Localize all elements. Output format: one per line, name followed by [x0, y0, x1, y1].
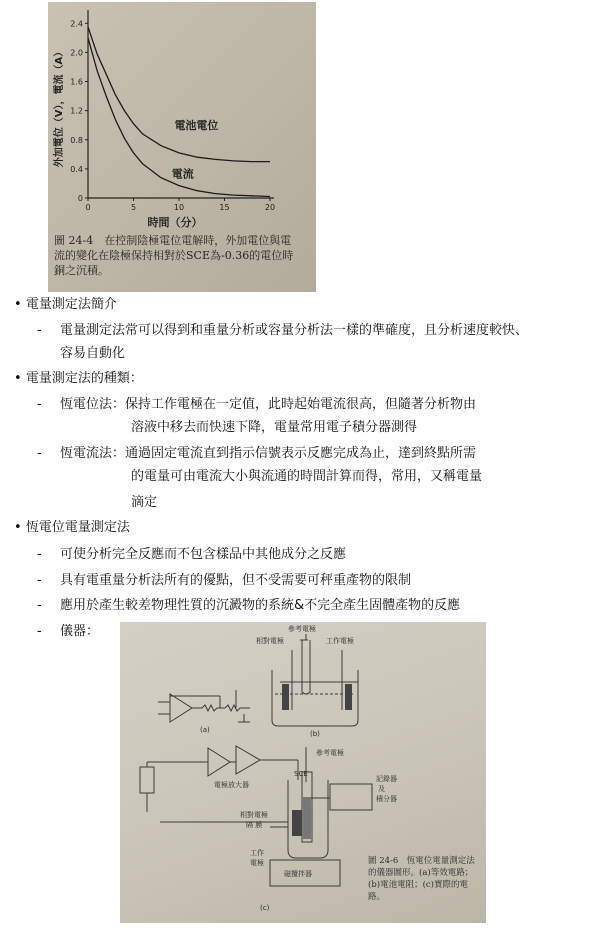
potentiostatic-line2: 溶液中移去而快速下降，電量常用電子積分器測得	[131, 420, 418, 435]
figure-potential-current-photo	[48, 2, 316, 292]
label-panel-b: (b)	[310, 730, 320, 738]
curve-label-current: 電流	[171, 167, 194, 181]
intro-item-line1: 電量測定法常可以得到和重量分析或容量分析法一樣的準確度，且分析速度較快、	[60, 323, 529, 338]
galvanostatic-line1: 恆電流法：通過固定電流直到指示信號表示反應完成為止，達到終點所需	[60, 446, 477, 461]
label-and: 及	[378, 785, 385, 793]
galvanostatic-line2: 的電量可由電流大小與流通的時間計算而得，常用，又稱電量	[131, 469, 483, 484]
figure1-caption-line1: 圖 24-4 在控制陰極電位電解時，外加電位與電	[54, 234, 292, 247]
y-tick-label: 1.6	[70, 77, 83, 87]
label-recorder: 記錄器	[376, 775, 397, 783]
y-tick-label: 2.0	[70, 48, 83, 58]
intro-item-line2: 容易自動化	[60, 346, 126, 361]
dash-mark: -	[37, 547, 42, 562]
label-working-electrode-top: 工作電極	[326, 637, 354, 645]
dash-mark: -	[37, 323, 42, 338]
galvanostatic-line3: 滴定	[131, 495, 158, 510]
figure2-caption-line3: (b)電池電阻；(c)實際的電	[368, 880, 468, 890]
figure2-caption	[368, 855, 480, 903]
potentiostatic-line1: 恆電位法：保持工作電極在一定值，此時起始電流很高，但隨著分析物由	[60, 397, 477, 412]
section-types-title	[14, 370, 143, 388]
figure1-caption-line2: 流的變化在陰極保持相對於SCE為-0.36的電位時	[54, 249, 294, 262]
x-tick-label: 10	[173, 203, 185, 212]
label-sce: SCE	[294, 770, 308, 778]
x-tick-label: 0	[85, 203, 91, 212]
label-panel-a: (a)	[200, 726, 210, 734]
x-tick-label: 15	[219, 203, 230, 212]
y-tick-label: 1.2	[70, 106, 83, 116]
section-intro-heading: 電量測定法簡介	[25, 297, 117, 312]
series-line-potential	[88, 27, 270, 162]
potential-current-chart	[48, 2, 316, 232]
label-working-c2: 電極	[250, 859, 264, 867]
label-counter-c: 相對電極	[240, 811, 268, 819]
cp-item2: 具有電重量分析法所有的優點，但不受需要可秤重產物的限制	[60, 573, 412, 588]
curve-label-potential: 電池電位	[174, 118, 219, 132]
label-ref-electrode-c: 參考電極	[316, 749, 344, 757]
figure2-caption-line1: 圖 24-6 恆電位電量測定法	[368, 856, 475, 866]
label-counter-electrode: 相對電極	[256, 637, 284, 645]
y-tick-label: 0.8	[70, 135, 83, 145]
label-panel-c: (c)	[260, 904, 270, 912]
label-amplifier: 電極放大器	[214, 781, 249, 789]
label-diaphragm: 隔 膜	[246, 821, 263, 829]
y-tick-label: 0.4	[70, 164, 83, 174]
section-types-heading: 電量測定法的種類：	[25, 371, 143, 386]
y-tick-label: 0	[77, 194, 83, 203]
dash-mark: -	[37, 397, 42, 412]
y-tick-label: 2.4	[70, 19, 83, 29]
cp-item1: 可使分析完全反應而不包含樣品中其他成分之反應	[60, 547, 347, 562]
dash-mark: -	[37, 624, 42, 639]
label-stirrer: 磁攪拌器	[284, 870, 312, 878]
figure2-caption-line4: 路。	[368, 892, 386, 902]
figure2-caption-line2: 的儀器圖形。(a)等效電路；	[368, 868, 474, 878]
cp-item4-instrument: 儀器：	[60, 624, 100, 639]
dash-mark: -	[37, 598, 42, 613]
cp-item3: 應用於產生較差物理性質的沉澱物的系統&不完全產生固體產物的反應	[60, 598, 461, 613]
x-axis-label: 時間（分）	[147, 216, 203, 229]
y-axis-label: 外加電位（V），電流（A）	[54, 46, 65, 168]
x-tick-label: 5	[130, 203, 137, 212]
section-constant-potential-title	[14, 519, 130, 537]
bullet-mark: •	[14, 297, 22, 312]
section-intro-title	[14, 296, 117, 314]
section-constant-potential-heading: 恆電位電量測定法	[25, 520, 130, 535]
bullet-mark: •	[14, 371, 22, 386]
bullet-mark: •	[14, 520, 22, 535]
dash-mark: -	[37, 573, 42, 588]
x-tick-label: 20	[264, 203, 276, 212]
label-ref-electrode-top: 參考電極	[288, 625, 316, 633]
label-working-c: 工作	[250, 849, 264, 857]
label-integrator: 積分器	[376, 795, 397, 803]
figure1-caption-line3: 銅之沉積。	[54, 264, 109, 277]
dash-mark: -	[37, 446, 42, 461]
figure-instrument-photo	[120, 622, 486, 923]
